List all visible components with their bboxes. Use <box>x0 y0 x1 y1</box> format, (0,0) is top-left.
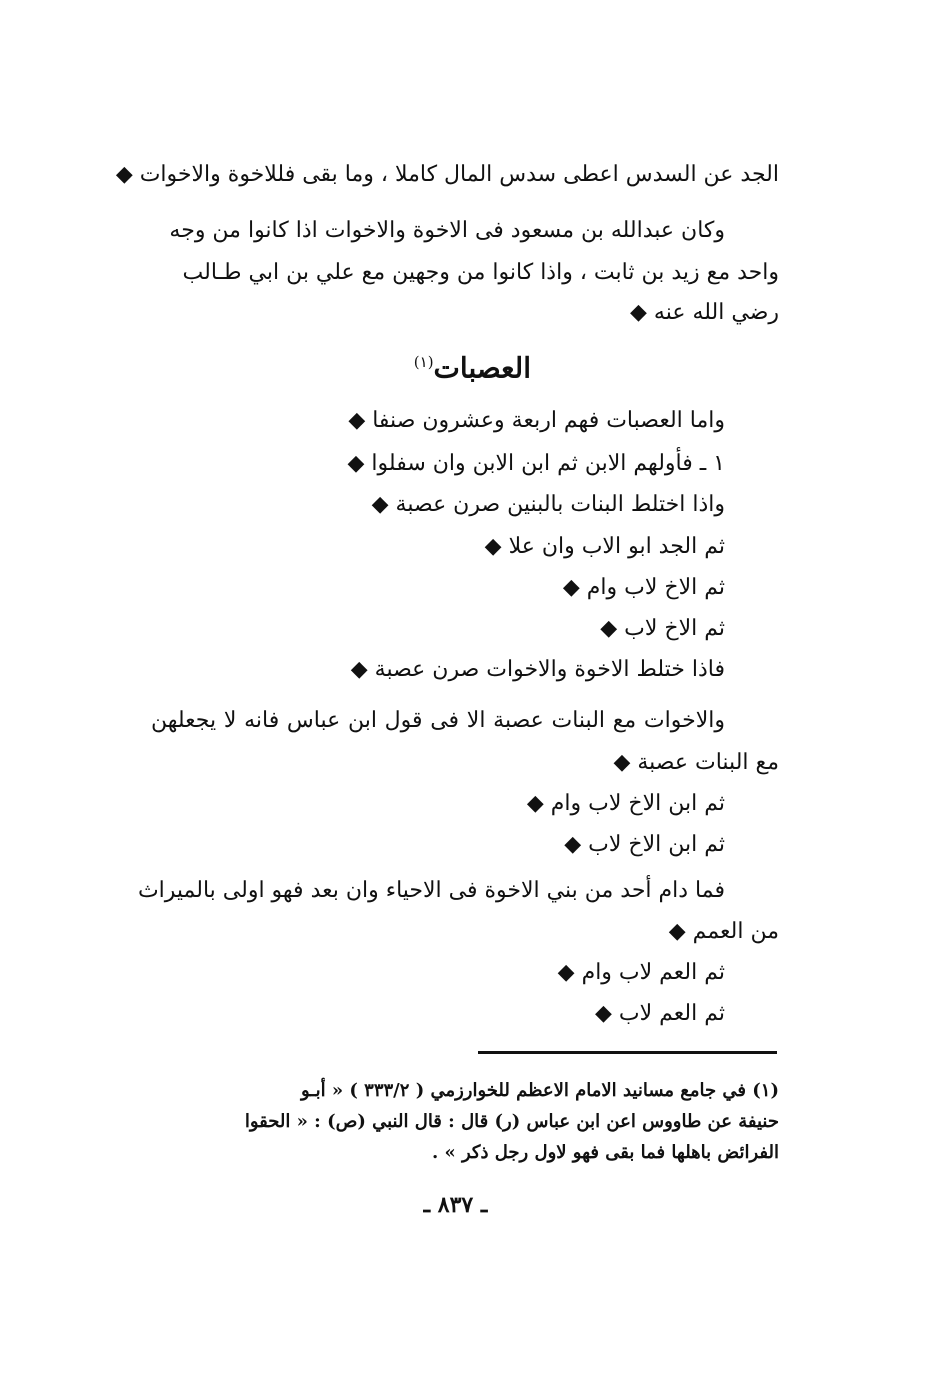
list-item: ثم ابن الاخ لاب وام ◆ <box>526 791 725 816</box>
list-item: ثم الاخ لاب وام ◆ <box>562 575 725 600</box>
footnote-marker: (١) <box>413 353 434 371</box>
list-item: واذا اختلط البنات بالبنين صرن عصبة ◆ <box>371 492 725 517</box>
list-item: ١ ـ فأولهم الابن ثم ابن الابن وان سفلوا ◆ <box>347 451 725 476</box>
list-item: ثم العم لاب ◆ <box>595 1001 725 1026</box>
section-heading-text: العصبات <box>433 351 531 385</box>
list-item: ثم الجد ابو الاب وان علا ◆ <box>484 534 725 559</box>
section-heading <box>414 342 531 388</box>
paragraph-start-line: فما دام أحد من بني الاخوة فى الاحياء وان بعد فهو اولى بالميراث <box>137 878 725 903</box>
list-item: ثم الاخ لاب ◆ <box>600 616 725 641</box>
footnote-separator <box>478 1051 777 1054</box>
list-item: واما العصبات فهم اربعة وعشرون صنفا ◆ <box>348 408 725 433</box>
list-item: فاذا ختلط الاخوة والاخوات صرن عصبة ◆ <box>350 657 725 682</box>
page-number: ـ ٨٣٧ ـ <box>423 1192 488 1218</box>
list-item: ثم العم لاب وام ◆ <box>557 960 725 985</box>
list-item: ثم ابن الاخ لاب ◆ <box>564 832 725 857</box>
body-line: رضي الله عنه ◆ <box>630 300 779 325</box>
footnote-line: حنيفة عن طاووس اعن ابن عباس (ر) قال : قال النبي (ص) : « الحقوا <box>244 1111 779 1132</box>
body-line: من العمم ◆ <box>668 919 779 944</box>
footnote-line: (١) في جامع مسانيد الامام الاعظم للخوارزمي ( ٣٣٣/٢ ) « أبـو <box>301 1080 779 1101</box>
body-line: واحد مع زيد بن ثابت ، واذا كانوا من وجهين مع علي بن ابي طـالب <box>182 260 779 285</box>
body-line: مع البنات عصبة ◆ <box>613 750 779 775</box>
paragraph-start-line: والاخوات مع البنات عصبة الا فى قول ابن عباس فانه لا يجعلهن <box>151 708 725 733</box>
footnote-line: الفرائض باهلها فما بقى فهو لاول رجل ذكر » . <box>431 1142 779 1163</box>
body-line: الجد عن السدس اعطى سدس المال كاملا ، وما بقى فللاخوة والاخوات ◆ <box>115 162 779 187</box>
paragraph-start-line: وكان عبدالله بن مسعود فى الاخوة والاخوات اذا كانوا من وجه <box>169 218 725 243</box>
